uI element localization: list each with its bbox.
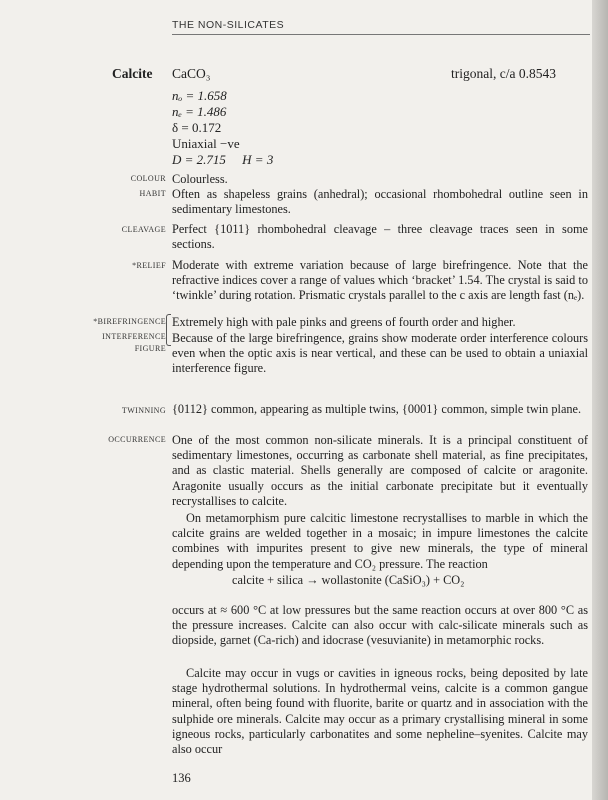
label-interference: INTERFERENCE <box>102 332 166 341</box>
label-twinning: TWINNING <box>121 406 166 415</box>
label-figure: FIGURE <box>134 344 166 353</box>
running-header: THE NON-SILICATES <box>172 19 590 35</box>
paragraph-reaction-conditions: occurs at ≈ 600 °C at low pressures but the same reaction occurs at over 800 °C as the pressure increases. Calcite can also occur with calc-silicate minerals such as diopside, garnet (Ca-rich) and idocrase (vesuvianite) in metamorphic rocks. <box>172 603 588 648</box>
paragraph-igneous: Calcite may occur in vugs or cavities in igneous rocks, being deposited by late stage hydrothermal solutions. In hydrothermal veins, calcite is a common gangue mineral, often being found with fluorite, barite or quartz and in association with the sulphide ore minerals. Calcite may occur as a primary crystallising mineral in some igneous rocks, particularly carbonatites and some nepheline–syenites. Calcite may also occur <box>172 666 588 757</box>
mineral-formula: CaCO₃ <box>172 66 211 81</box>
text-twinning: {0112} common, appearing as multiple twins, {0001} common, simple twin plane. <box>172 402 582 416</box>
crystal-system: trigonal, c/a 0.8543 <box>451 66 556 81</box>
paragraph-metamorphism: On metamorphism pure calcitic limestone recrystallises to marble in which the calcite grains are welded together in a mosaic; in impure limestones the calcite combines with impurites present to give new minerals, the type of mineral depending upon the temperature and CO₂ pressure. The reaction <box>172 511 588 571</box>
text-colour: Colourless. <box>172 172 228 186</box>
text-occurrence: One of the most common non-silicate minerals. It is a principal constituent of sedimentary limestones, occurring as carbonate shell material, as fine precipitates, and as clastic material. Shells generally are composed of calcite or aragonite. Aragonite usually occurs as the initial carbonate precipitate but it eventually recrystallises to calcite. <box>172 433 588 508</box>
text-cleavage: Perfect {1011} rhombohedral cleavage – three cleavage traces seen in some sections. <box>172 222 588 252</box>
refractive-index-e: nₑ = 1.486 <box>172 104 227 119</box>
label-relief: *RELIEF <box>132 261 166 270</box>
label-bracket <box>166 314 171 346</box>
label-birefringence: *BIREFRINGENCE <box>93 317 166 326</box>
page-number: 136 <box>172 771 191 785</box>
page-spine-shadow <box>592 0 608 800</box>
text-relief: Moderate with extreme variation because of large birefringence. Note that the refractive indices cover a range of values which ‘bracket’ 1.54. The crystal is said to ‘twinkle’ during rotation. Prismatic crystals parallel to the c axis are length fast (nₑ). <box>172 258 588 303</box>
reaction-equation: calcite + silica → wollastonite (CaSiO₃) + CO₂ <box>232 573 465 587</box>
mineral-name: Calcite <box>112 66 153 81</box>
label-occurrence: OCCURRENCE <box>108 435 166 444</box>
text-habit: Often as shapeless grains (anhedral); occasional rhombohedral outline seen in sedimentary limestones. <box>172 187 588 217</box>
optic-sign: Uniaxial −ve <box>172 136 240 151</box>
label-colour: COLOUR <box>130 174 166 183</box>
text-birefringence: Extremely high with pale pinks and greens of fourth order and higher. <box>172 315 516 329</box>
label-cleavage: CLEAVAGE <box>121 225 166 234</box>
density-hardness: D = 2.715 H = 3 <box>172 152 274 167</box>
birefringence-value: δ = 0.172 <box>172 120 222 135</box>
label-habit: HABIT <box>139 189 166 198</box>
text-interference: Because of the large birefringence, grains show moderate order interference colours even when the optic axis is near vertical, and these can be used to obtain a uniaxial interference figure. <box>172 331 588 376</box>
refractive-index-o: nₒ = 1.658 <box>172 88 227 103</box>
